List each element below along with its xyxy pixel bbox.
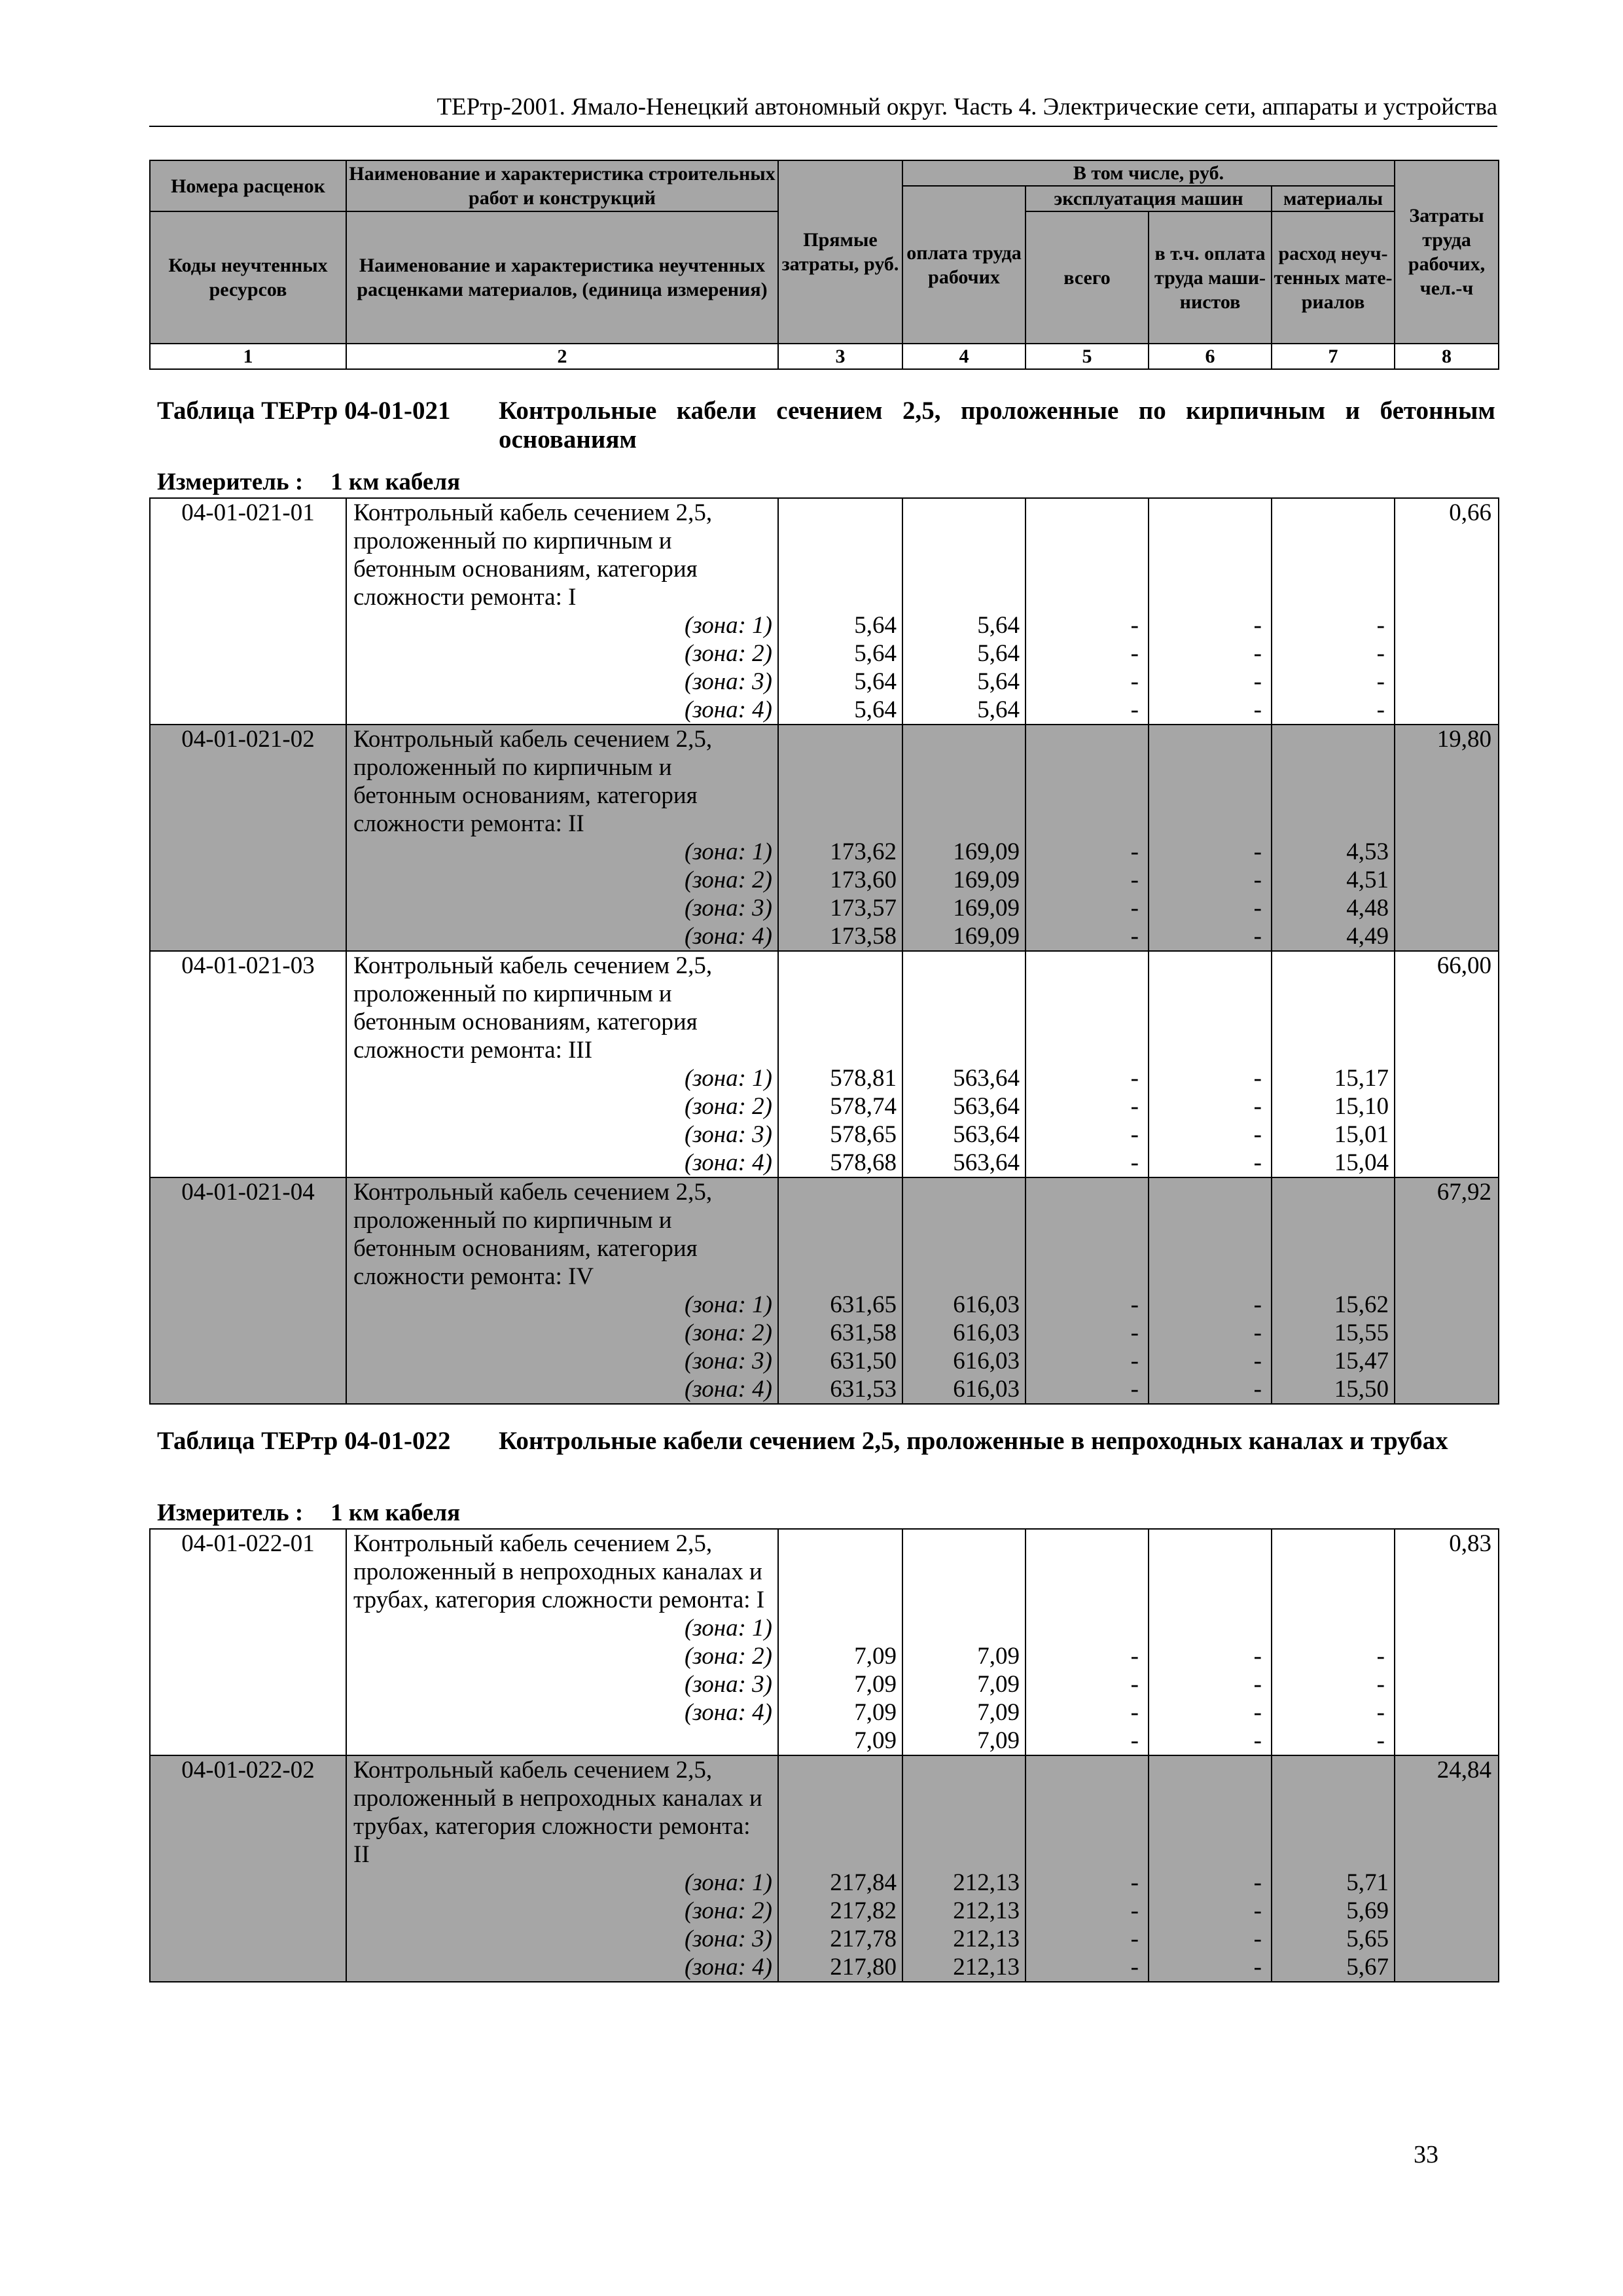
rate-row xyxy=(150,1529,1499,1755)
workers-wage: 169,09 xyxy=(953,838,1020,865)
rate-row xyxy=(150,1177,1499,1404)
table-title: Контрольные кабели сечением 2,5, проложенные в непроходных каналах и трубах xyxy=(499,1427,1448,1455)
machinist-wage: - xyxy=(1253,1671,1262,1698)
measure-unit: 1 км кабеля xyxy=(330,1499,461,1526)
rate-code: 04-01-021-02 xyxy=(150,725,346,951)
zone-label: (зона: 3) xyxy=(684,1348,772,1374)
workers-wage: 5,64 xyxy=(977,696,1020,723)
direct-cost: 7,09 xyxy=(854,1671,897,1698)
workers-wage-cell xyxy=(902,1177,1026,1404)
materials-consumption: 15,47 xyxy=(1334,1348,1389,1374)
col1-bottom-header: Коды неучтенных ресурсов xyxy=(150,211,346,344)
col-number: 6 xyxy=(1149,344,1272,369)
machinist-wage: - xyxy=(1253,1291,1262,1318)
rate-row xyxy=(150,725,1499,951)
workers-wage: 169,09 xyxy=(953,895,1020,922)
direct-cost: 7,09 xyxy=(854,1699,897,1726)
materials-consumption: - xyxy=(1376,1671,1385,1698)
direct-cost: 578,65 xyxy=(830,1121,897,1148)
workers-wage: 7,09 xyxy=(977,1671,1020,1698)
rates-table-021 xyxy=(149,497,1499,1405)
machines-total: - xyxy=(1130,1897,1139,1924)
rate-description-cell xyxy=(346,1177,778,1404)
workers-wage: 212,13 xyxy=(953,1954,1020,1981)
rate-description: Контрольный кабель сечением 2,5, проложенный по кирпичным и бетонным основаниям, категория сложности ремонта: III xyxy=(353,952,713,1064)
workers-wage: 563,64 xyxy=(953,1065,1020,1092)
rate-description-cell xyxy=(346,951,778,1177)
materials-consumption: - xyxy=(1376,612,1385,639)
workers-wage: 7,09 xyxy=(977,1643,1020,1670)
cell-spacer xyxy=(1149,1756,1271,1869)
direct-cost: 631,58 xyxy=(830,1319,897,1346)
col2-top-header: Наименование и характеристика строительных работ и конструкций xyxy=(346,160,778,211)
cell-spacer xyxy=(1149,1178,1271,1291)
machines-total: - xyxy=(1130,612,1139,639)
materials-consumption: 15,10 xyxy=(1334,1093,1389,1120)
direct-cost: 631,50 xyxy=(830,1348,897,1374)
table-id: Таблица ТЕРтр 04-01-022 xyxy=(157,1427,451,1455)
materials-consumption: 15,04 xyxy=(1334,1149,1389,1176)
materials-consumption: - xyxy=(1376,640,1385,667)
cell-spacer xyxy=(1272,725,1394,838)
materials-consumption: 4,48 xyxy=(1346,895,1389,922)
workers-wage: 212,13 xyxy=(953,1897,1020,1924)
table-caption xyxy=(157,1427,1495,1456)
rate-description-cell xyxy=(346,1755,778,1982)
cell-spacer xyxy=(779,1178,902,1291)
cell-spacer xyxy=(1272,1178,1394,1291)
machines-total: - xyxy=(1130,895,1139,922)
machines-total: - xyxy=(1130,640,1139,667)
workers-wage: 616,03 xyxy=(953,1376,1020,1403)
page-number: 33 xyxy=(1414,2141,1438,2168)
machinist-wage: - xyxy=(1253,612,1262,639)
col-number: 5 xyxy=(1026,344,1149,369)
machinist-wage: - xyxy=(1253,1954,1262,1981)
machinist-wage: - xyxy=(1253,1065,1262,1092)
col-number: 3 xyxy=(778,344,902,369)
machinist-wage: - xyxy=(1253,1643,1262,1670)
col-number: 1 xyxy=(150,344,346,369)
machines-total-cell xyxy=(1026,498,1149,725)
zone-label: (зона: 4) xyxy=(684,1149,772,1176)
machinist-wage: - xyxy=(1253,923,1262,950)
direct-cost: 631,65 xyxy=(830,1291,897,1318)
rate-description: Контрольный кабель сечением 2,5, проложенный по кирпичным и бетонным основаниям, категория сложности ремонта: I xyxy=(353,499,713,611)
cell-spacer xyxy=(1026,1530,1148,1642)
materials-consumption: 15,55 xyxy=(1334,1319,1389,1346)
workers-wage: 616,03 xyxy=(953,1348,1020,1374)
rate-code: 04-01-021-01 xyxy=(150,498,346,725)
rates-table-022 xyxy=(149,1528,1499,1982)
col5-header: всего xyxy=(1026,211,1149,344)
col8-header: Затраты труда рабочих, чел.-ч xyxy=(1395,160,1499,344)
col-number: 7 xyxy=(1272,344,1395,369)
machines-total: - xyxy=(1130,1348,1139,1374)
cell-spacer xyxy=(779,499,902,611)
machines-total: - xyxy=(1130,1291,1139,1318)
direct-cost: 7,09 xyxy=(854,1727,897,1754)
cell-spacer xyxy=(1026,1178,1148,1291)
direct-cost: 173,60 xyxy=(830,867,897,893)
cell-spacer xyxy=(779,725,902,838)
rate-row xyxy=(150,498,1499,725)
machinist-wage: - xyxy=(1253,668,1262,695)
labor-hours: 66,00 xyxy=(1395,951,1499,1177)
machines-total: - xyxy=(1130,923,1139,950)
cell-spacer xyxy=(1272,1756,1394,1869)
cell-spacer xyxy=(1149,1530,1271,1642)
workers-wage: 7,09 xyxy=(977,1699,1020,1726)
cell-spacer xyxy=(903,499,1025,611)
direct-cost: 5,64 xyxy=(854,640,897,667)
zone-label: (зона: 2) xyxy=(684,640,772,667)
workers-wage: 169,09 xyxy=(953,867,1020,893)
running-header: ТЕРтр-2001. Ямало-Ненецкий автономный округ. Часть 4. Электрические сети, аппараты и устройства xyxy=(437,94,1497,120)
machinist-wage: - xyxy=(1253,696,1262,723)
workers-wage-cell xyxy=(902,498,1026,725)
materials-consumption: 15,62 xyxy=(1334,1291,1389,1318)
cell-spacer xyxy=(779,952,902,1064)
materials-consumption-cell xyxy=(1272,725,1395,951)
direct-cost: 631,53 xyxy=(830,1376,897,1403)
zone-label: (зона: 2) xyxy=(684,867,772,893)
machines-total: - xyxy=(1130,1699,1139,1726)
labor-hours: 0,83 xyxy=(1395,1529,1499,1755)
machines-total: - xyxy=(1130,1926,1139,1952)
rate-row xyxy=(150,951,1499,1177)
workers-wage: 212,13 xyxy=(953,1926,1020,1952)
measure-unit: 1 км кабеля xyxy=(330,469,461,495)
rate-description: Контрольный кабель сечением 2,5, проложенный по кирпичным и бетонным основаниям, категория сложности ремонта: II xyxy=(353,726,713,837)
materials-header: материалы xyxy=(1272,186,1395,211)
machines-total: - xyxy=(1130,1643,1139,1670)
header-rule xyxy=(149,126,1497,127)
labor-hours: 24,84 xyxy=(1395,1755,1499,1982)
direct-cost-cell xyxy=(778,951,902,1177)
direct-cost-cell xyxy=(778,1177,902,1404)
direct-cost: 217,82 xyxy=(830,1897,897,1924)
table-id: Таблица ТЕРтр 04-01-021 xyxy=(157,397,451,425)
cell-spacer xyxy=(1026,499,1148,611)
zone-label: (зона: 2) xyxy=(684,1643,772,1670)
machines-total: - xyxy=(1130,1727,1139,1754)
machines-total-cell xyxy=(1026,1529,1149,1755)
direct-cost: 7,09 xyxy=(854,1643,897,1670)
rate-description: Контрольный кабель сечением 2,5, проложенный в непроходных каналах и трубах, категория сложности ремонта: II xyxy=(353,1757,762,1868)
cell-spacer xyxy=(903,1178,1025,1291)
machinist-wage-cell xyxy=(1149,1177,1272,1404)
workers-wage-cell xyxy=(902,951,1026,1177)
cell-spacer xyxy=(1272,1530,1394,1642)
workers-wage: 212,13 xyxy=(953,1869,1020,1896)
cell-spacer xyxy=(1149,499,1271,611)
workers-wage: 616,03 xyxy=(953,1319,1020,1346)
machinist-wage: - xyxy=(1253,1121,1262,1148)
zone-label: (зона: 3) xyxy=(684,1121,772,1148)
col3-header: Прямые затраты, руб. xyxy=(778,160,902,344)
zone-label: (зона: 2) xyxy=(684,1319,772,1346)
direct-cost: 217,80 xyxy=(830,1954,897,1981)
machines-total: - xyxy=(1130,1149,1139,1176)
cell-spacer xyxy=(1149,725,1271,838)
machinist-wage-cell xyxy=(1149,498,1272,725)
zone-label: (зона: 4) xyxy=(684,923,772,950)
cell-spacer xyxy=(1026,1756,1148,1869)
col1-top-header: Номера расценок xyxy=(150,160,346,211)
measure-line xyxy=(157,468,460,496)
machines-header: эксплуатация машин xyxy=(1026,186,1272,211)
machines-total: - xyxy=(1130,1671,1139,1698)
machinist-wage-cell xyxy=(1149,725,1272,951)
machines-total: - xyxy=(1130,1869,1139,1896)
workers-wage: 5,64 xyxy=(977,668,1020,695)
materials-consumption: - xyxy=(1376,696,1385,723)
zone-label: (зона: 3) xyxy=(684,1671,772,1698)
materials-consumption: - xyxy=(1376,1699,1385,1726)
materials-consumption-cell xyxy=(1272,951,1395,1177)
zone-label: (зона: 2) xyxy=(684,1897,772,1924)
measure-label: Измеритель : xyxy=(157,469,304,495)
machinist-wage: - xyxy=(1253,1926,1262,1952)
materials-consumption: 15,01 xyxy=(1334,1121,1389,1148)
labor-hours: 0,66 xyxy=(1395,498,1499,725)
direct-cost: 217,78 xyxy=(830,1926,897,1952)
machinist-wage-cell xyxy=(1149,951,1272,1177)
rate-description-cell xyxy=(346,498,778,725)
zone-label: (зона: 3) xyxy=(684,895,772,922)
machinist-wage: - xyxy=(1253,640,1262,667)
machines-total-cell xyxy=(1026,725,1149,951)
cell-spacer xyxy=(903,952,1025,1064)
column-header-table xyxy=(149,160,1499,370)
direct-cost: 173,57 xyxy=(830,895,897,922)
materials-consumption: 5,67 xyxy=(1346,1954,1389,1981)
measure-line xyxy=(157,1499,460,1527)
materials-consumption-cell xyxy=(1272,1755,1395,1982)
cell-spacer xyxy=(903,725,1025,838)
materials-consumption-cell xyxy=(1272,498,1395,725)
col2-bottom-header: Наименование и характеристика неучтенных расценками материалов, (единица измерения) xyxy=(346,211,778,344)
materials-consumption-cell xyxy=(1272,1529,1395,1755)
rate-description: Контрольный кабель сечением 2,5, проложенный в непроходных каналах и трубах, категория сложности ремонта: I xyxy=(353,1530,765,1613)
zone-label: (зона: 1) xyxy=(684,1065,772,1092)
materials-consumption: - xyxy=(1376,1727,1385,1754)
workers-wage-cell xyxy=(902,725,1026,951)
zone-label: (зона: 3) xyxy=(684,668,772,695)
machinist-wage: - xyxy=(1253,1727,1262,1754)
materials-consumption: 4,49 xyxy=(1346,923,1389,950)
machinist-wage: - xyxy=(1253,1699,1262,1726)
direct-cost: 578,74 xyxy=(830,1093,897,1120)
machinist-wage: - xyxy=(1253,1897,1262,1924)
machinist-wage: - xyxy=(1253,1376,1262,1403)
materials-consumption: 5,71 xyxy=(1346,1869,1389,1896)
cell-spacer xyxy=(779,1530,902,1642)
direct-cost: 578,68 xyxy=(830,1149,897,1176)
direct-cost: 5,64 xyxy=(854,612,897,639)
materials-consumption-cell xyxy=(1272,1177,1395,1404)
machines-total: - xyxy=(1130,696,1139,723)
direct-cost-cell xyxy=(778,1755,902,1982)
rate-code: 04-01-021-03 xyxy=(150,951,346,1177)
cell-spacer xyxy=(1026,952,1148,1064)
zone-label: (зона: 1) xyxy=(684,1615,772,1641)
materials-consumption: 4,51 xyxy=(1346,867,1389,893)
zone-label: (зона: 1) xyxy=(684,838,772,865)
measure-label: Измеритель : xyxy=(157,1499,304,1526)
materials-consumption: - xyxy=(1376,1643,1385,1670)
col4-header: оплата труда рабочих xyxy=(902,186,1026,344)
machinist-wage: - xyxy=(1253,867,1262,893)
including-header: В том числе, руб. xyxy=(902,160,1395,186)
machinist-wage: - xyxy=(1253,895,1262,922)
cell-spacer xyxy=(1272,952,1394,1064)
machinist-wage-cell xyxy=(1149,1755,1272,1982)
materials-consumption: 15,50 xyxy=(1334,1376,1389,1403)
workers-wage: 616,03 xyxy=(953,1291,1020,1318)
machines-total-cell xyxy=(1026,1177,1149,1404)
col6-header: в т.ч. оплата труда маши-нистов xyxy=(1149,211,1272,344)
cell-spacer xyxy=(1149,952,1271,1064)
materials-consumption: 5,69 xyxy=(1346,1897,1389,1924)
workers-wage: 563,64 xyxy=(953,1121,1020,1148)
machines-total: - xyxy=(1130,1376,1139,1403)
col-number: 2 xyxy=(346,344,778,369)
machines-total: - xyxy=(1130,668,1139,695)
cell-spacer xyxy=(903,1530,1025,1642)
machines-total: - xyxy=(1130,1065,1139,1092)
workers-wage: 7,09 xyxy=(977,1727,1020,1754)
rate-description-cell xyxy=(346,1529,778,1755)
machines-total-cell xyxy=(1026,1755,1149,1982)
workers-wage: 169,09 xyxy=(953,923,1020,950)
direct-cost-cell xyxy=(778,1529,902,1755)
direct-cost: 173,62 xyxy=(830,838,897,865)
table-caption xyxy=(157,397,1495,454)
rate-description: Контрольный кабель сечением 2,5, проложенный по кирпичным и бетонным основаниям, категория сложности ремонта: IV xyxy=(353,1179,713,1290)
zone-label: (зона: 1) xyxy=(684,1291,772,1318)
materials-consumption: - xyxy=(1376,668,1385,695)
cell-spacer xyxy=(903,1756,1025,1869)
direct-cost: 5,64 xyxy=(854,668,897,695)
machines-total: - xyxy=(1130,1093,1139,1120)
machines-total: - xyxy=(1130,1121,1139,1148)
col-number: 4 xyxy=(902,344,1026,369)
machines-total-cell xyxy=(1026,951,1149,1177)
direct-cost-cell xyxy=(778,725,902,951)
materials-consumption: 4,53 xyxy=(1346,838,1389,865)
zone-label: (зона: 3) xyxy=(684,1926,772,1952)
direct-cost: 173,58 xyxy=(830,923,897,950)
rate-row xyxy=(150,1755,1499,1982)
zone-label: (зона: 4) xyxy=(684,696,772,723)
cell-spacer xyxy=(1026,725,1148,838)
direct-cost-cell xyxy=(778,498,902,725)
rate-code: 04-01-022-02 xyxy=(150,1755,346,1982)
cell-spacer xyxy=(1272,499,1394,611)
direct-cost: 217,84 xyxy=(830,1869,897,1896)
machines-total: - xyxy=(1130,1954,1139,1981)
machines-total: - xyxy=(1130,1319,1139,1346)
table-title: Контрольные кабели сечением 2,5, проложенные по кирпичным и бетонным основаниям xyxy=(499,397,1495,454)
rate-description-cell xyxy=(346,725,778,951)
col-number: 8 xyxy=(1395,344,1499,369)
zone-label: (зона: 4) xyxy=(684,1699,772,1726)
machines-total: - xyxy=(1130,867,1139,893)
machinist-wage: - xyxy=(1253,1348,1262,1374)
machinist-wage-cell xyxy=(1149,1529,1272,1755)
direct-cost: 5,64 xyxy=(854,696,897,723)
rate-code: 04-01-022-01 xyxy=(150,1529,346,1755)
zone-label: (зона: 1) xyxy=(684,612,772,639)
workers-wage-cell xyxy=(902,1529,1026,1755)
machinist-wage: - xyxy=(1253,838,1262,865)
zone-label: (зона: 1) xyxy=(684,1869,772,1896)
machinist-wage: - xyxy=(1253,1869,1262,1896)
machinist-wage: - xyxy=(1253,1319,1262,1346)
materials-consumption: 5,65 xyxy=(1346,1926,1389,1952)
labor-hours: 19,80 xyxy=(1395,725,1499,951)
rate-code: 04-01-021-04 xyxy=(150,1177,346,1404)
zone-label: (зона: 2) xyxy=(684,1093,772,1120)
workers-wage-cell xyxy=(902,1755,1026,1982)
machines-total: - xyxy=(1130,838,1139,865)
machinist-wage: - xyxy=(1253,1149,1262,1176)
workers-wage: 563,64 xyxy=(953,1149,1020,1176)
direct-cost: 578,81 xyxy=(830,1065,897,1092)
zone-label: (зона: 4) xyxy=(684,1954,772,1981)
workers-wage: 563,64 xyxy=(953,1093,1020,1120)
workers-wage: 5,64 xyxy=(977,640,1020,667)
workers-wage: 5,64 xyxy=(977,612,1020,639)
labor-hours: 67,92 xyxy=(1395,1177,1499,1404)
col7-header: расход неуч-тенных мате-риалов xyxy=(1272,211,1395,344)
machinist-wage: - xyxy=(1253,1093,1262,1120)
zone-label: (зона: 4) xyxy=(684,1376,772,1403)
cell-spacer xyxy=(779,1756,902,1869)
materials-consumption: 15,17 xyxy=(1334,1065,1389,1092)
